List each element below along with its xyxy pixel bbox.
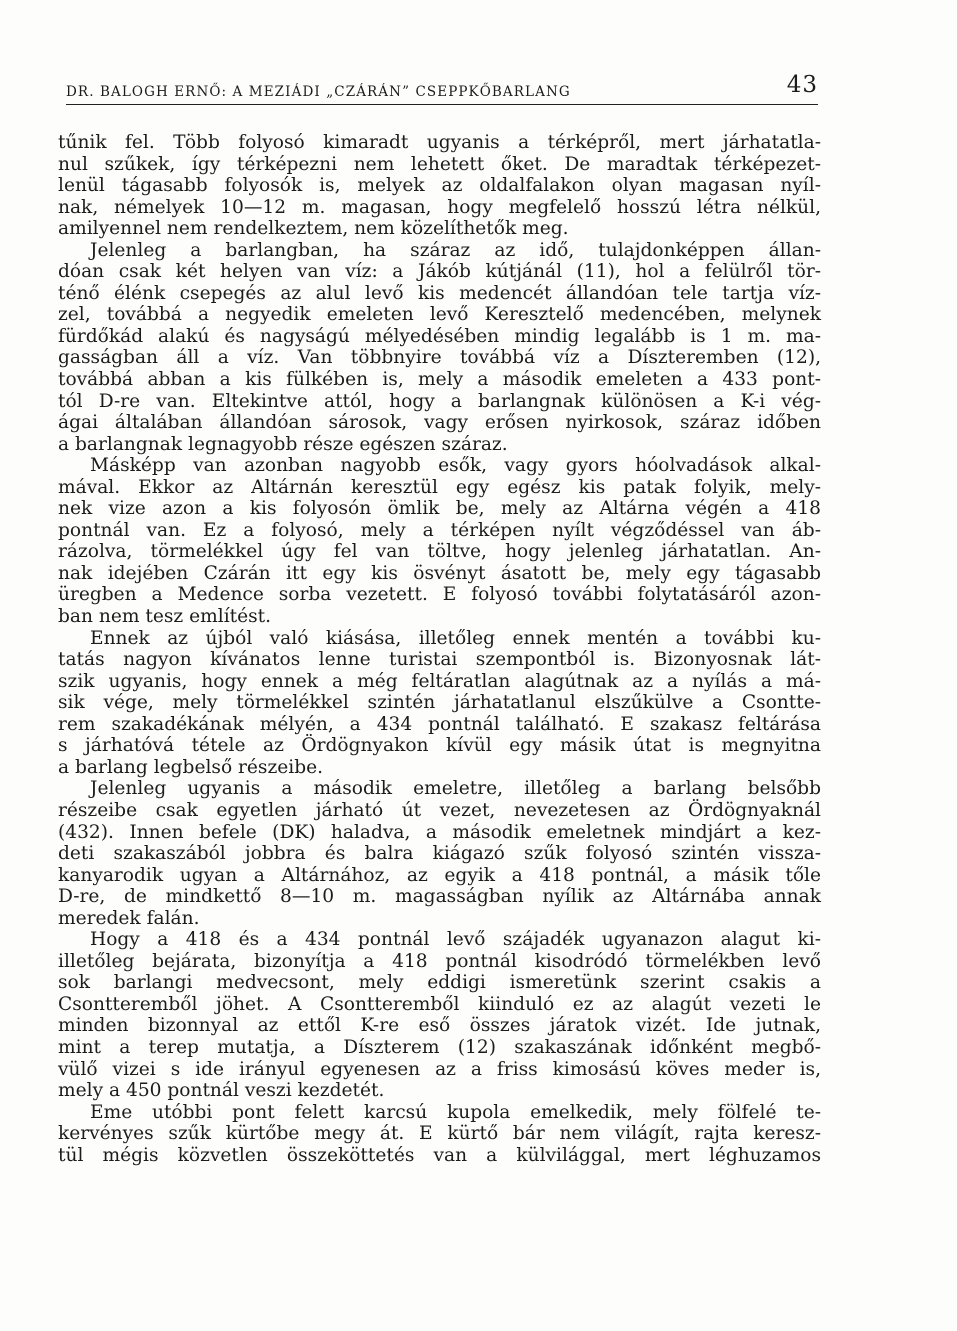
text-line: nek vize azon a kis folyosón ömlik be, mely az Altárna végén a 418 [58,498,821,520]
text-line: továbbá abban a kis fülkében is, mely a második emeleten a 433 pont- [58,369,821,391]
text-line: amilyennel nem rendelkeztem, nem közelíthetők meg. [58,218,569,240]
text-line: kervényes szűk kürtőbe megy át. E kürtő bár nem világít, rajta keresz- [58,1123,821,1145]
text-line: Jelenleg a barlangban, ha száraz az idő, tulajdonképpen állan- [90,239,821,261]
text-line: ténő élénk csepegés az alul levő kis medencét állandóan tele tartja víz- [58,282,821,304]
text-line: deti szakaszából jobbra és balra kiágazó szűk folyosó szintén vissza- [58,843,821,865]
text-line: s járhatóvá tétele az Ördögnyakon kívül egy másik útat is megnyitna [58,735,821,757]
body-text [58,132,821,1166]
text-line: minden bizonnyal az ettől K-re eső összes járatok vizét. Ide jutnak, [58,1015,821,1037]
text-line: mával. Ekkor az Altárnán keresztül egy egész kis patak folyik, mely- [58,476,821,498]
text-line: Csontteremből jöhet. A Csontteremből kiinduló ez az alagút vezeti le [58,993,821,1015]
text-line: nak, némelyek 10—12 m. magasan, hogy megfelelő hosszú létra nélkül, [58,196,821,218]
text-line: pontnál van. Ez a folyosó, mely a térképen nyílt végződéssel van áb- [58,519,821,541]
text-line: Ennek az újból való kiásása, illetőleg ennek mentén a további ku- [90,627,821,649]
text-line: rázolva, törmelékkel úgy fel van töltve, hogy jelenleg járhatatlan. An- [58,541,821,563]
header-rule [66,104,818,105]
page-header [66,70,818,104]
text-line: ban nem tesz említést. [58,606,272,628]
text-line: mint a terep mutatja, a Díszterem (12) szakaszának időnként megbő- [58,1036,821,1058]
text-line: gasságban áll a víz. Van többnyire továbbá víz a Díszteremben (12), [58,347,821,369]
text-line: meredek falán. [58,907,200,929]
text-line: illetőleg bejárata, bizonyítja a 418 pontnál kisodródó törmelékben levő [58,950,821,972]
text-line: sok barlangi medvecsont, mely eddigi ismeretünk szerint csakis a [58,972,821,994]
text-line: Hogy a 418 és a 434 pontnál levő szájadék ugyanazon alagut ki- [90,929,821,951]
text-line: Eme utóbbi pont felett karcsú kupola emelkedik, mely fölfelé te- [90,1101,821,1123]
text-line: tül mégis közvetlen összeköttetés van a külvilággal, mert léghuzamos [58,1144,821,1166]
text-line: a barlangnak legnagyobb része egészen száraz. [58,433,508,455]
text-line: D-re, de mindkettő 8—10 m. magasságban nyílik az Altárnába annak [58,886,821,908]
text-line: nul szűkek, így térképezni nem lehetett őket. De maradtak térképezet- [58,153,821,175]
text-line: zel, továbbá a negyedik emeleten levő Keresztelő medencében, melynek [58,304,821,326]
text-line: (432). Innen befele (DK) haladva, a második emeletnek mindjárt a kez- [58,821,821,843]
text-line: lenül tágasabb folyosók is, melyek az oldalfalakon olyan magasan nyíl- [58,175,821,197]
text-line: tűnik fel. Több folyosó kimaradt ugyanis a térképről, mert járhatatla- [58,132,821,153]
text-line: fürdőkád alakú és nagyságú mélyedésében mindig legalább is 1 m. ma- [58,325,821,347]
text-line: nak idejében Czárán itt egy kis ösvényt ásatott be, mely egy tágasabb [58,562,821,584]
text-line: részeibe csak egyetlen járható út vezet, nevezetesen az Ördögnyaknál [58,799,821,821]
text-line: a barlang legbelső részeibe. [58,756,324,778]
page-number: 43 [786,72,818,98]
text-line: tatás nagyon kívánatos lenne turistai szempontból is. Bizonyosnak lát- [58,649,821,671]
running-head: DR. BALOGH ERNŐ: A MEZIÁDI „CZÁRÁN” CSEPPKŐBARLANG [66,84,571,100]
text-line: kanyarodik ugyan a Altárnához, az egyik a 418 pontnál, a másik tőle [58,864,821,886]
text-line: rem szakadékának mélyén, a 434 pontnál található. E szakasz feltárása [58,713,821,735]
text-line: sik vége, mely törmelékkel szintén járhatatlanul elszűkülve a Csontte- [58,692,821,714]
text-line: vülő vizei s ide irányul egyenesen az a friss kimosású köves meder is, [58,1058,821,1080]
text-line: mely a 450 pontnál veszi kezdetét. [58,1080,385,1102]
text-line: Jelenleg ugyanis a második emeletre, illetőleg a barlang belsőbb [90,778,821,800]
text-line: szik ugyanis, hogy ennek a még feltáratlan alagútnak az a nyílás a má- [58,670,821,692]
text-line: üregben a Medence sorba vezetett. E folyosó további folytatásáról azon- [58,584,821,606]
text-line: dóan csak két helyen van víz: a Jákób kútjánál (11), hol a felülről tör- [58,261,821,283]
text-line: ágai általában állandóan sárosok, vagy erősen nyirkosok, száraz időben [58,412,821,434]
text-line: Másképp van azonban nagyobb esők, vagy gyors hóolvadások alkal- [90,455,821,477]
text-line: tól D-re van. Eltekintve attól, hogy a barlangnak különösen a K-i vég- [58,390,821,412]
